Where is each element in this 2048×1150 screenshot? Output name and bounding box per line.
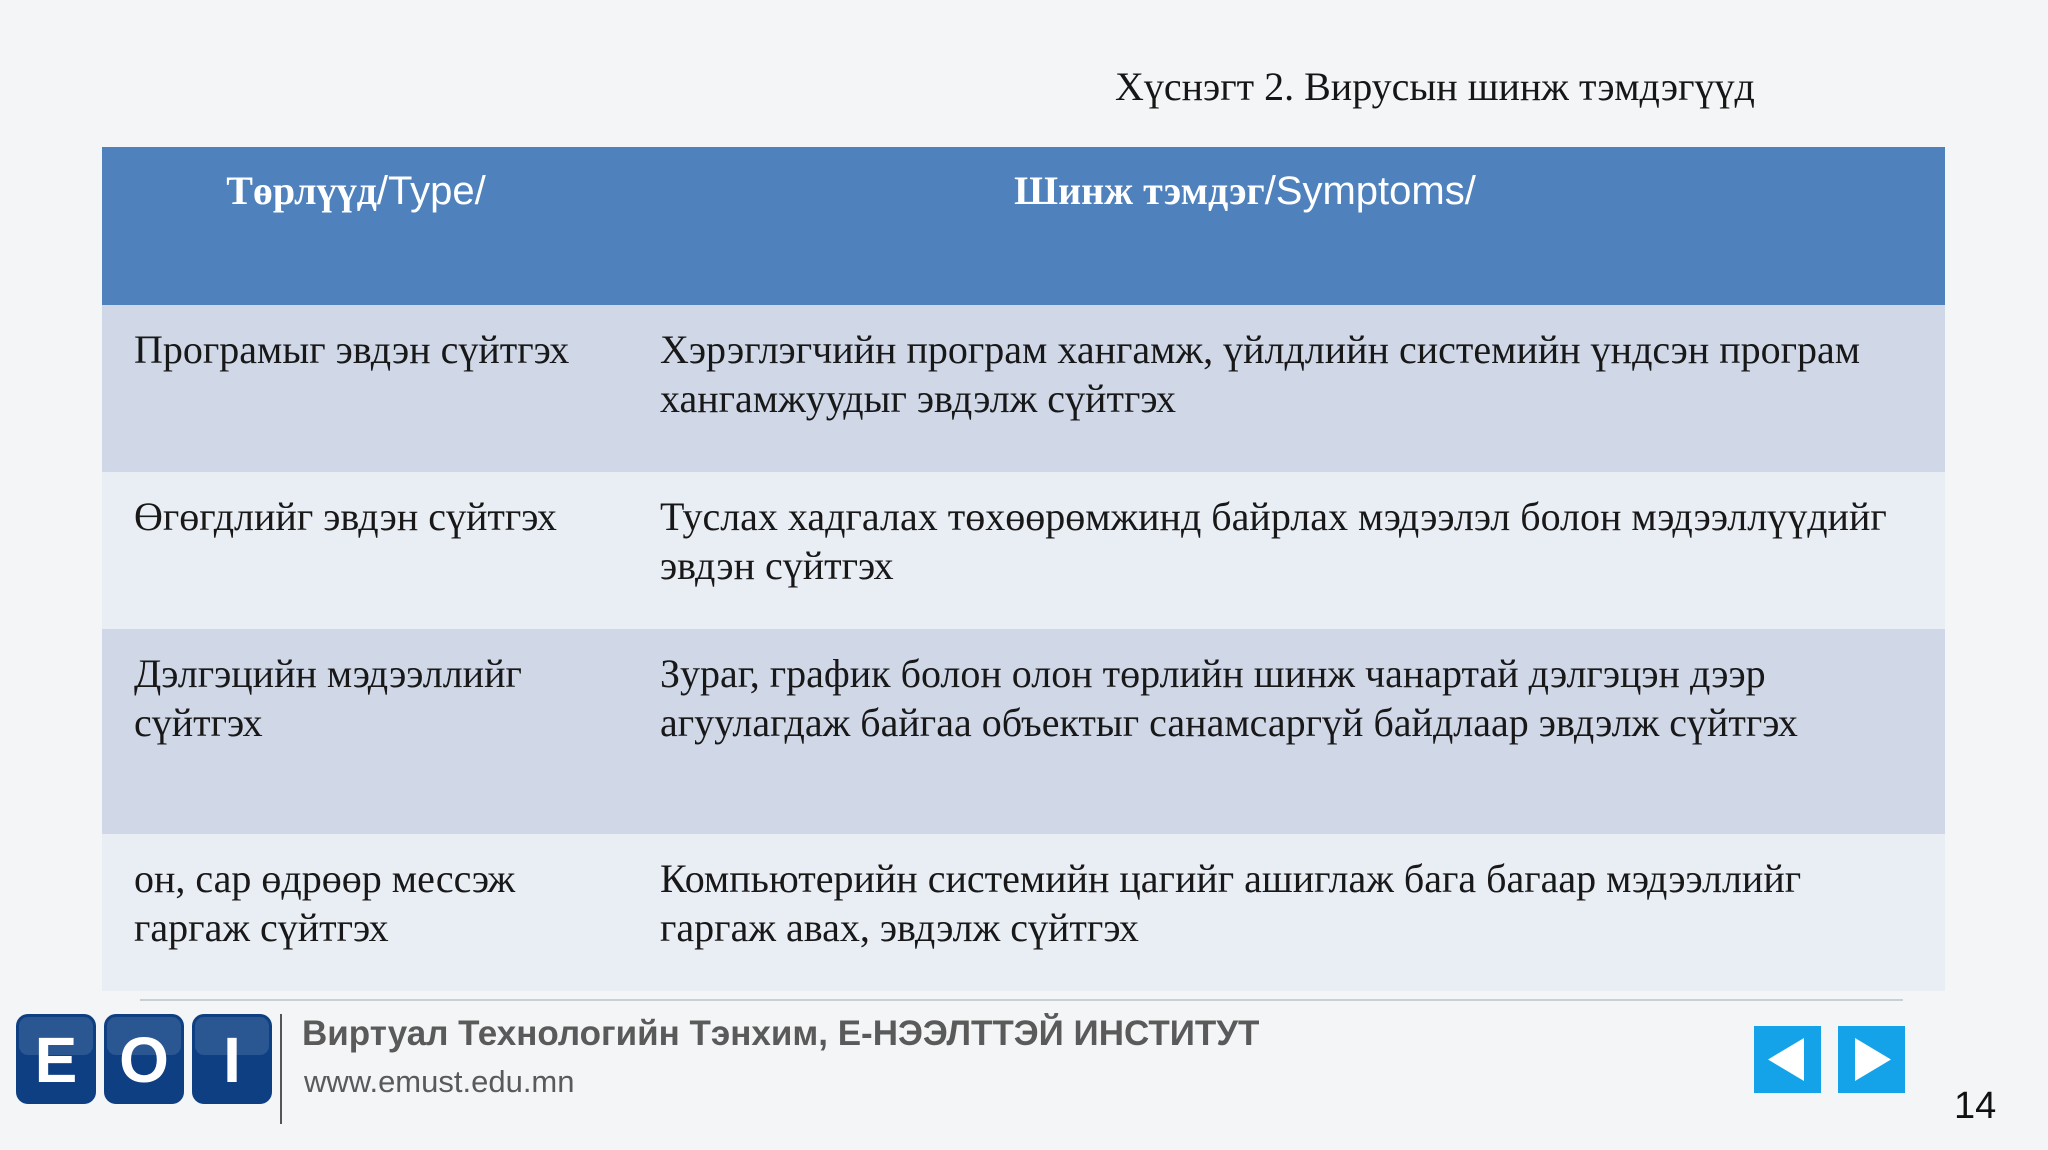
row-symptom-cell: Компьютерийн системийн цагийг ашиглаж бага багаар мэдээллийг гаргаж авах, эвдэлж сүйтгэх	[660, 856, 1802, 950]
header-symptoms-label: Шинж тэмдэг	[1014, 168, 1265, 213]
logo-letter-o: O	[119, 1024, 169, 1096]
logo-letter-i: I	[223, 1024, 241, 1096]
header-type-label: Төрлүүд	[226, 168, 377, 213]
logo-letter-e: E	[34, 1024, 78, 1096]
previous-slide-button[interactable]	[1754, 1026, 1821, 1093]
header-symptoms	[660, 147, 1945, 305]
table-row	[102, 472, 1945, 629]
next-slide-button[interactable]	[1838, 1026, 1905, 1093]
header-symptoms-latin: /Symptoms/	[1264, 169, 1476, 213]
table-row	[102, 305, 1945, 472]
row-type-cell: Өгөгдлийг эвдэн сүйтгэх	[134, 494, 557, 539]
table-row	[102, 629, 1945, 834]
institute-name: Виртуал Технологийн Тэнхим, Е-НЭЭЛТТЭЙ ИНСТИТУТ	[302, 1014, 1260, 1053]
row-type-cell: Програмыг эвдэн сүйтгэх	[134, 327, 570, 372]
arrow-left-icon	[1754, 1026, 1821, 1093]
table-header-row	[102, 147, 1945, 305]
header-type-latin: /Type/	[376, 169, 486, 213]
arrow-right-icon	[1838, 1026, 1905, 1093]
page-number: 14	[1954, 1085, 1997, 1127]
institute-url: www.emust.edu.mn	[304, 1064, 575, 1099]
table-row	[102, 834, 1945, 991]
row-symptom-cell: Туслах хадгалах төхөөрөмжинд байрлах мэдээлэл болон мэдээллүүдийг эвдэн сүйтгэх	[660, 494, 1887, 588]
row-symptom-cell: Хэрэглэгчийн програм хангамж, үйлдлийн системийн үндсэн програм хангамжуудыг эвдэлж сүйтгэх	[660, 327, 1861, 421]
virus-symptoms-table	[102, 147, 1945, 991]
header-type	[102, 147, 660, 305]
row-type-cell: Дэлгэцийн мэдээллийг сүйтгэх	[134, 651, 522, 745]
table-caption: Хүснэгт 2. Вирусын шинж тэмдэгүүд	[1115, 64, 1755, 109]
row-symptom-cell: Зураг, график болон олон төрлийн шинж чанартай дэлгэцэн дээр агуулагдаж байгаа объектыг санамсаргүй байдлаар эвдэлж сүйтгэх	[660, 651, 1798, 745]
footer-divider-line	[140, 999, 1903, 1001]
eoi-logo	[16, 1012, 274, 1106]
row-type-cell: он, сар өдрөөр мессэж гаргаж сүйтгэх	[134, 856, 516, 950]
logo-divider	[280, 1014, 282, 1124]
